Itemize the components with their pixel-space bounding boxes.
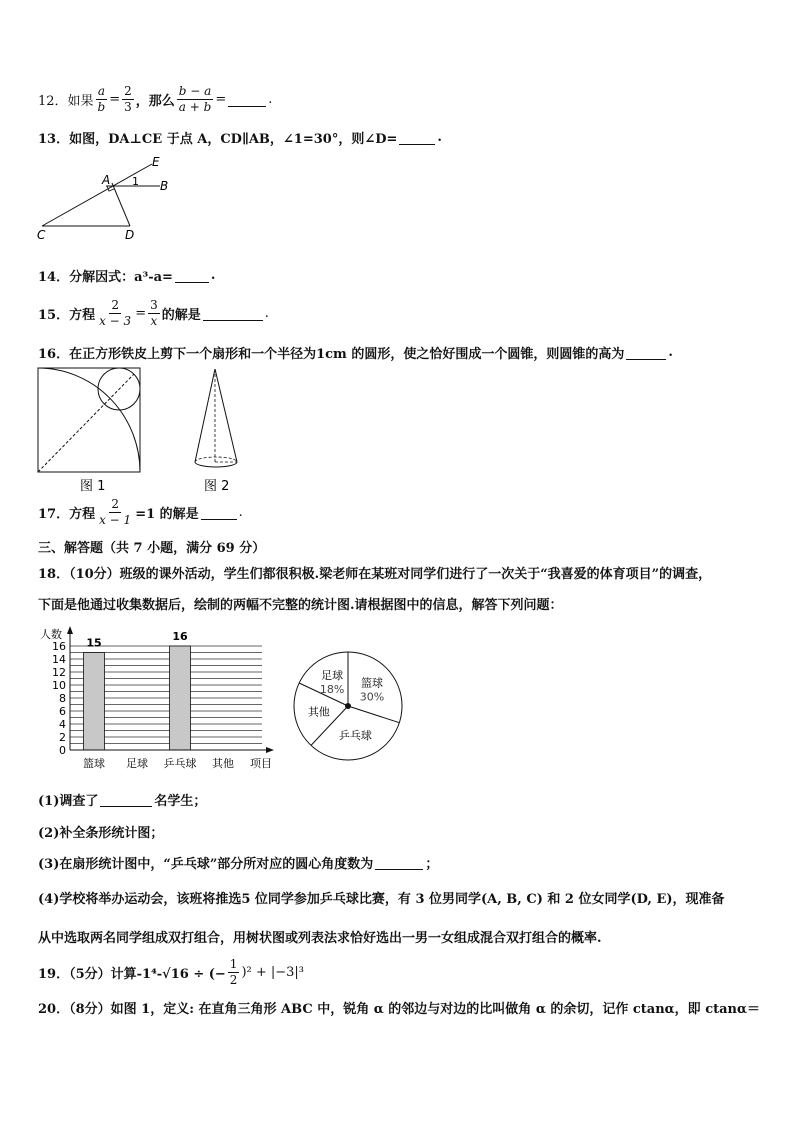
bar-chart: [36, 624, 286, 774]
label-E: E: [152, 155, 160, 169]
q12-frac-2-3: $\frac{2}{3}$: [124, 84, 132, 114]
x-category-label: 篮球: [83, 757, 105, 770]
pie-slice-name: 篮球: [361, 676, 384, 690]
question-20: 20．（8分）如图 1，定义: 在直角三角形 ABC 中，锐角 α 的邻边与对边的比叫做角 α 的余切，记作 ctanα，即 ctanα＝: [38, 1002, 761, 1017]
q12-end: .: [268, 92, 273, 107]
q13-end: .: [437, 130, 442, 145]
x-category-label: 乒乓球: [163, 757, 197, 770]
q16-text: 16．在正方形铁皮上剪下一个扇形和一个半径为1cm 的圆形，使之恰好围成一个圆锥，则圆锥的高为: [38, 347, 625, 362]
q16-answer-blank[interactable]: [626, 345, 666, 360]
q15-frac-1: $\frac{2}{x - 3}$: [99, 298, 132, 328]
label-A: A: [102, 173, 111, 187]
q17-frac: $\frac{2}{x - 1}$: [99, 497, 132, 527]
q18-sub3-post: ；: [425, 857, 439, 872]
q15-post: 的解是: [161, 308, 201, 323]
y-tick-label: 6: [59, 705, 66, 718]
q15-eq: =: [135, 306, 147, 321]
bar-data-label: 16: [172, 630, 188, 643]
q18-sub1-post: 名学生；: [154, 794, 207, 809]
label-C: C: [37, 228, 46, 242]
y-tick-label: 4: [59, 718, 66, 731]
q15-frac-2: $\frac{3}{x}$: [150, 298, 158, 328]
q17-answer-blank[interactable]: [201, 505, 237, 520]
q14-text: 14．分解因式：a³-a=: [38, 270, 173, 285]
q12-frac-a-b: $\frac{a}{b}$: [97, 84, 106, 114]
pie-chart: [288, 650, 413, 765]
question-16: [38, 343, 673, 362]
label-1: 1: [132, 175, 139, 188]
y-tick-label: 12: [52, 666, 66, 679]
y-tick-label: 14: [52, 653, 66, 666]
q13-answer-blank[interactable]: [399, 130, 435, 145]
q18-sub-2: (2)补全条形统计图；: [38, 826, 164, 841]
y-tick-label: 2: [59, 731, 66, 744]
q18-sub-4-line-1: (4)学校将举办运动会，该班将推选5 位同学参加乒乓球比赛，有 3 位男同学(A, B, C) 和 2 位女同学(D, E)，现准备: [38, 892, 725, 907]
q18-sub3-pre: (3)在扇形统计图中，“乒乓球”部分所对应的圆心角度数为: [38, 857, 374, 872]
y-tick-label: 0: [59, 744, 66, 757]
q17-pre: 17．方程: [38, 507, 96, 522]
q16-figure-2: [188, 366, 248, 494]
q18-sub-3: [38, 853, 438, 872]
question-13: [38, 128, 442, 147]
q15-answer-blank[interactable]: [203, 306, 263, 321]
q17-post: =1 的解是: [135, 507, 199, 522]
x-category-label: 足球: [126, 757, 148, 770]
q17-end: .: [238, 505, 243, 520]
question-14: [38, 266, 215, 285]
q18-line-2: 下面是他通过收集数据后，绘制的两幅不完整的统计图.请根据图中的信息，解答下列问题：: [38, 598, 563, 613]
q12-frac-expr: $\frac{b - a}{a + b}$: [178, 84, 212, 114]
pie-center-dot: [345, 703, 351, 709]
q18-sub1-pre: (1)调查了: [38, 794, 99, 809]
bar-data-label: 15: [86, 636, 102, 650]
q13-text: 13．如图，DA⊥CE 于点 A，CD∥AB，∠1=30°，则∠D=: [38, 132, 398, 147]
bar-ylabel: 人数: [40, 628, 62, 641]
pie-slice-percent: 18%: [319, 682, 345, 696]
q18-sub-4-line-2: 从中选取两名同学组成双打组合，用树状图或列表法求恰好选出一男一女组成混合双打组合的概率.: [38, 931, 602, 946]
q19-pre: 19．（5分）计算-1⁴-√16 ÷ (−: [38, 967, 226, 982]
q12-tail: =: [215, 92, 227, 107]
y-tick-label: 10: [52, 679, 66, 692]
q18-sub1-blank[interactable]: [100, 792, 152, 807]
pie-slice-name: 足球: [321, 668, 344, 682]
q14-answer-blank[interactable]: [175, 268, 209, 283]
pie-slice-name: 其他: [307, 705, 330, 719]
bar-2: [170, 646, 191, 750]
q12-answer-blank[interactable]: [228, 92, 266, 107]
q15-end: .: [264, 306, 269, 321]
section-heading: 三、解答题（共 7 小题，满分 69 分）: [38, 541, 266, 556]
label-D: D: [125, 228, 135, 242]
q13-figure: [30, 152, 180, 242]
fig2-caption: 图 2: [204, 479, 230, 494]
x-category-label: 其他: [212, 757, 234, 770]
question-19: [38, 957, 304, 988]
question-17: [38, 497, 243, 528]
q12-then: ，那么: [135, 94, 175, 109]
q12-eq: =: [109, 92, 121, 107]
q18-sub3-blank[interactable]: [375, 855, 423, 870]
bar-xlabel: 项目: [250, 757, 272, 770]
q15-pre: 15．方程: [38, 308, 96, 323]
q16-end: .: [668, 345, 673, 360]
fig1-caption: 图 1: [80, 479, 106, 494]
label-B: B: [160, 179, 169, 193]
pie-slice-boundary: [348, 706, 399, 723]
y-tick-label: 16: [52, 640, 66, 653]
q18-line-1: 18．（10分）班级的课外活动，学生们都很积极.梁老师在某班对同学们进行了一次关于“我喜爱的体育项目”的调查，: [38, 567, 712, 582]
q19-frac: $\frac{1}{2}$: [229, 957, 238, 987]
bar-0: [84, 653, 105, 751]
q19-post: )² + |−3|³: [241, 965, 305, 980]
q16-figure-1: [36, 366, 146, 494]
q12-prefix: 12．如果: [38, 94, 94, 109]
question-12: [38, 84, 272, 115]
q14-end: .: [210, 268, 216, 283]
pie-slice-percent: 30%: [359, 690, 385, 704]
question-15: [38, 298, 269, 329]
q18-sub-1: [38, 790, 206, 809]
y-tick-label: 8: [59, 692, 66, 705]
pie-slice-name: 乒乓球: [338, 728, 372, 742]
